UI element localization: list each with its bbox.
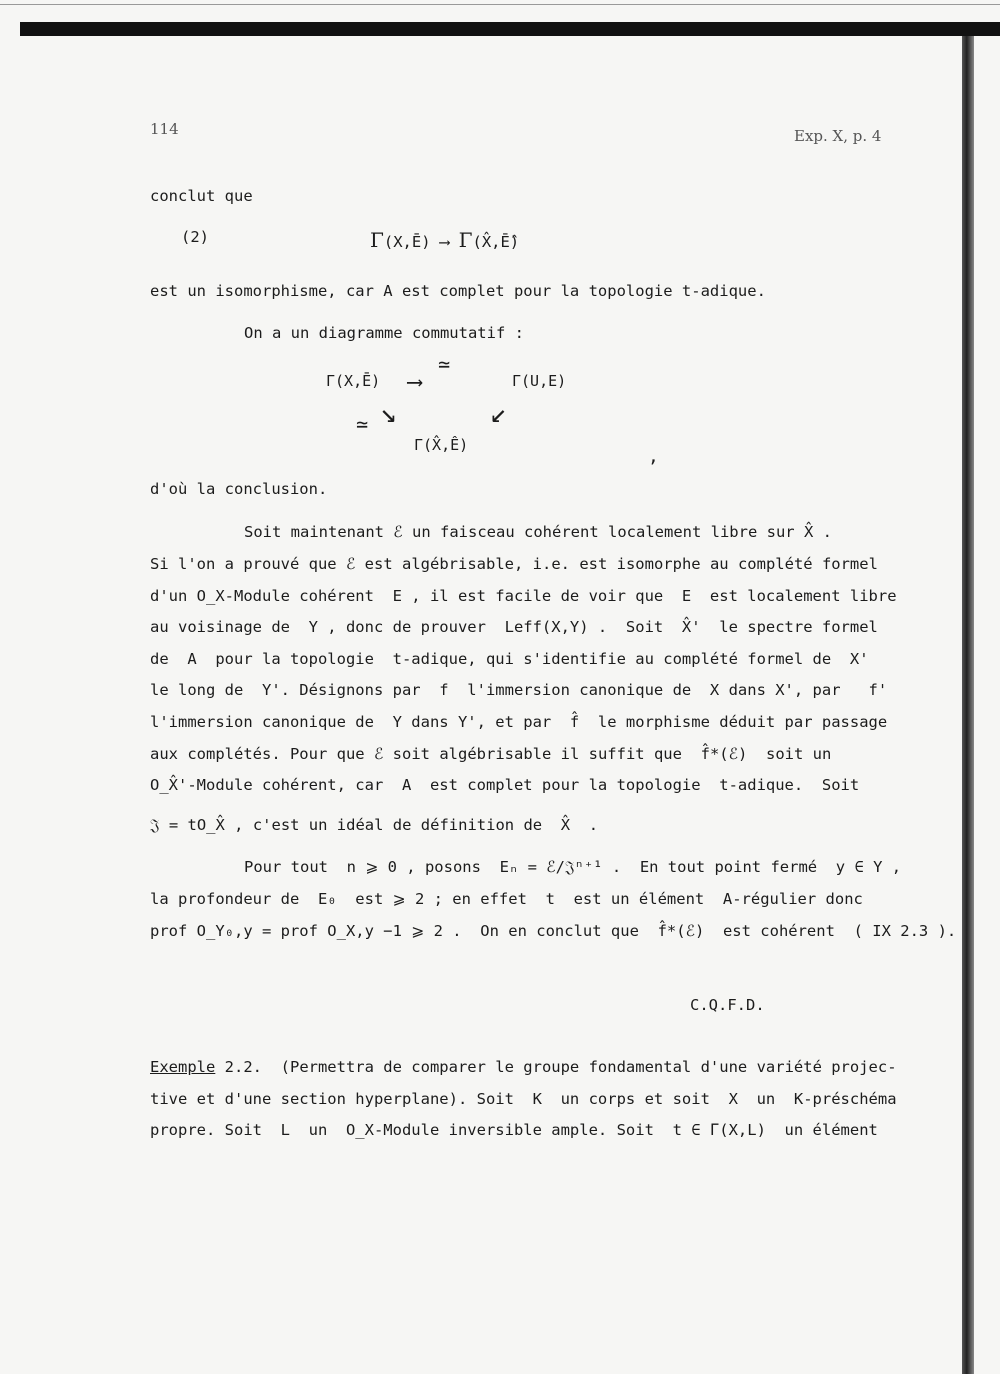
paragraph-line: aux complétés. Pour que ℰ soit algébrisable il suffit que f̂*(ℰ) soit un <box>150 745 832 763</box>
arrow-icon: ⟶ <box>408 370 422 395</box>
gamma-symbol: Γ <box>370 228 384 252</box>
example-line: propre. Soit L un O_X-Module inversible ample. Soit t ∈ Γ(X,L) un élément <box>150 1121 878 1139</box>
paragraph-line: l'immersion canonique de Y dans Y', et par f̂ le morphisme déduit par passage <box>150 713 888 731</box>
equation <box>370 228 519 252</box>
page-number: 114 <box>150 120 179 138</box>
paragraph-line: Si l'on a prouvé que ℰ est algébrisable, i.e. est isomorphe au complété formel <box>150 555 878 573</box>
isomorphism-symbol: ≃ <box>356 412 369 436</box>
running-head: Exp. X, p. 4 <box>794 127 882 145</box>
trailing-comma: , <box>648 446 659 467</box>
paragraph-line: au voisinage de Y , donc de prouver Leff(X,Y) . Soit X̂' le spectre formel <box>150 618 878 636</box>
diagram-top-left: Γ(X,Ē) <box>326 372 381 390</box>
equation-lhs: (X,Ē) <box>383 233 431 251</box>
text-line: est un isomorphisme, car A est complet pour la topologie t-adique. <box>150 282 766 300</box>
paragraph-line: le long de Y'. Désignons par f l'immersion canonique de X dans X', par f' <box>150 681 888 699</box>
paragraph-line: d'un O_X-Module cohérent E , il est facile de voir que E est localement libre <box>150 587 897 605</box>
text-line: d'où la conclusion. <box>150 480 328 498</box>
paragraph-line: la profondeur de E₀ est ⩾ 2 ; en effet t est un élément A-régulier donc <box>150 890 863 908</box>
arrow-icon: ⟶ <box>439 233 450 251</box>
isomorphism-symbol: ≃ <box>438 352 451 376</box>
text-line: On a un diagramme commutatif : <box>244 324 524 342</box>
example-text: 2.2. (Permettra de comparer le groupe fondamental d'une variété projec- <box>215 1058 897 1076</box>
example-line <box>150 1057 897 1077</box>
qed-mark: C.Q.F.D. <box>690 996 765 1014</box>
top-rule <box>0 4 1000 5</box>
diagram-top-right: Γ(U,E) <box>512 372 567 390</box>
text-line: conclut que <box>150 187 253 205</box>
example-line: tive et d'une section hyperplane). Soit K un corps et soit X un K-préschéma <box>150 1090 897 1108</box>
paragraph-line: prof O_Y₀,y = prof O_X,y −1 ⩾ 2 . On en conclut que f̂*(ℰ) est cohérent ( IX 2.3 ). <box>150 922 957 940</box>
arrow-icon: ↙ <box>490 396 507 429</box>
gamma-symbol: Γ <box>458 228 473 252</box>
example-label: Exemple <box>150 1058 216 1076</box>
page-right-edge <box>962 36 974 1374</box>
equation-rhs: (X̂,Ē̂) <box>472 233 520 251</box>
paragraph-line: O_X̂'-Module cohérent, car A est complet pour la topologie t-adique. Soit <box>150 776 860 794</box>
equation-label: (2) <box>181 228 209 246</box>
paragraph-line: 𝔍 = tO_X̂ , c'est un idéal de définition de X̂ . <box>150 816 599 834</box>
arrow-icon: ↘ <box>380 396 397 429</box>
paragraph-line: Soit maintenant ℰ un faisceau cohérent localement libre sur X̂ . <box>244 523 832 541</box>
paragraph-line: de A pour la topologie t-adique, qui s'identifie au complété formel de X' <box>150 650 869 668</box>
paragraph-line: Pour tout n ⩾ 0 , posons Eₙ = ℰ/𝔍ⁿ⁺¹ . En tout point fermé y ∈ Y , <box>244 858 902 876</box>
diagram-bottom: Γ(X̂,Ê) <box>414 436 469 454</box>
top-black-band <box>20 22 1000 36</box>
